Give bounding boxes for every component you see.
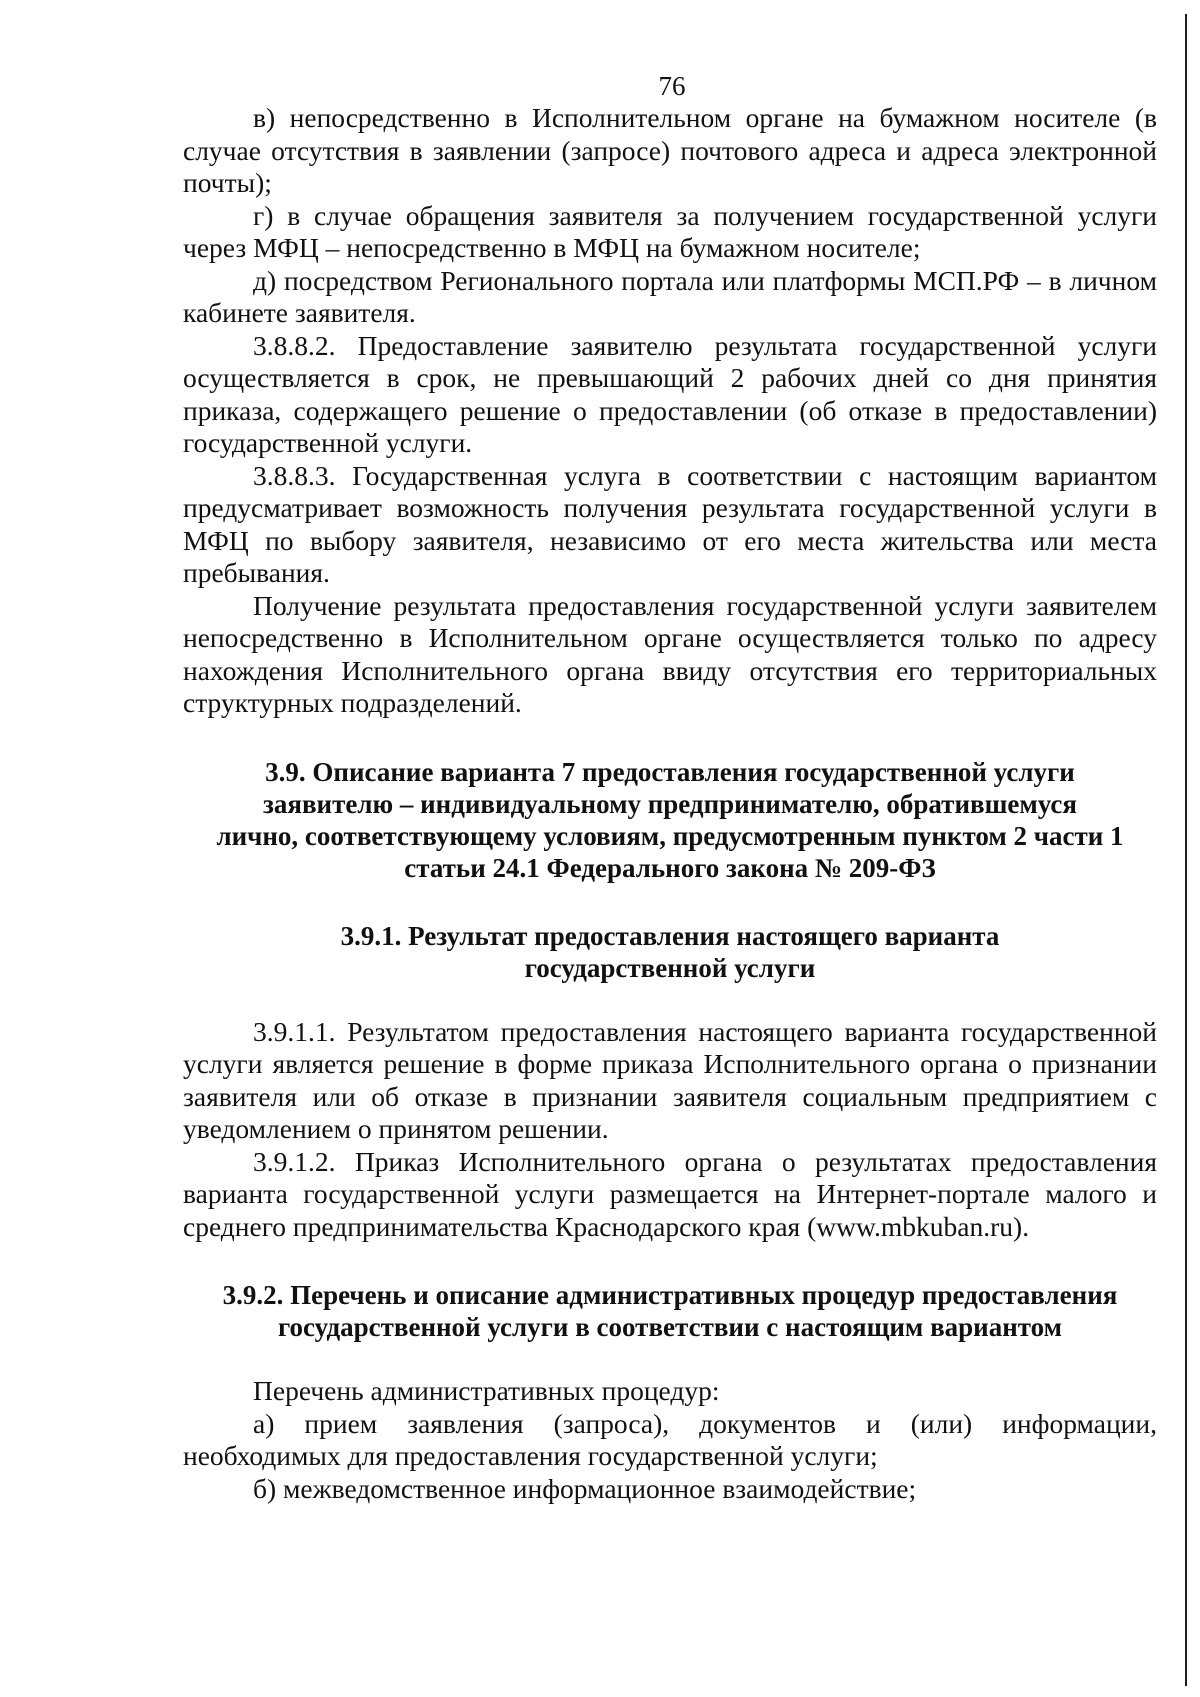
- section-heading-line: лично, соответствующему условиям, предусмотренным пунктом 2 части 1: [216, 820, 1124, 851]
- paragraph-3-9-1-2: 3.9.1.2. Приказ Исполнительного органа о результатах предоставления варианта государственной услуги размещается на Интернет-портале малого и среднего предпринимательства Краснодарского края (www.mbkuban.ru).: [183, 1145, 1157, 1242]
- paragraph-procedures-list: Перечень административных процедур:: [253, 1375, 720, 1406]
- subsection-heading-3-9-2: [183, 1279, 1157, 1343]
- section-heading-3-9: [183, 756, 1157, 884]
- paragraph-d: д) посредством Регионального портала или платформы МСП.РФ – в личном кабинете заявителя.: [183, 264, 1157, 328]
- subsection-heading-line: 3.9.1. Результат предоставления настоящего варианта: [340, 920, 1000, 951]
- paragraph-g: г) в случае обращения заявителя за получением государственной услуги через МФЦ – непосредственно в МФЦ на бумажном носителе;: [183, 199, 1157, 263]
- paragraph-3-8-8-2: 3.8.8.2. Предоставление заявителю результата государственной услуги осуществляется в срок, не превышающий 2 рабочих дней со дня принятия приказа, содержащего решение о предоставлении (об отказе в предоставлении) государственной услуги.: [183, 329, 1157, 458]
- paragraph-3-8-8-3: 3.8.8.3. Государственная услуга в соответствии с настоящим вариантом предусматривает возможность получения результата государственной услуги в МФЦ по выбору заявителя, независимо от его места жительства или места пребывания.: [183, 459, 1157, 588]
- page-number: 76: [658, 71, 686, 101]
- paragraph-procedure-b: б) межведомственное информационное взаимодействие;: [253, 1472, 917, 1504]
- paragraph-v: в) непосредственно в Исполнительном органе на бумажном носителе (в случае отсутствия в заявлении (запросе) почтового адреса и адреса электронной почты);: [183, 102, 1157, 198]
- subsection-heading-line: государственной услуги в соответствии с настоящим вариантом: [277, 1312, 1063, 1342]
- page-edge-line: [1185, 14, 1187, 1686]
- section-heading-line: заявителю – индивидуальному предпринимателю, обратившемуся: [262, 788, 1078, 819]
- subsection-heading-line: 3.9.2. Перечень и описание административных процедур предоставления: [222, 1280, 1118, 1310]
- section-heading-line: 3.9. Описание варианта 7 предоставления государственной услуги: [265, 756, 1075, 787]
- paragraph-result-receipt: Получение результата предоставления государственной услуги заявителем непосредственно в Исполнительном органе осуществляется только по адресу нахождения Исполнительного органа ввиду отсутствия его территориальных структурных подразделений.: [183, 589, 1157, 718]
- document-body: [183, 102, 1157, 1505]
- paragraph-3-9-1-1: 3.9.1.1. Результатом предоставления настоящего варианта государственной услуги является решение в форме приказа Исполнительного органа о признании заявителя или об отказе в признании заявителя социальным предприятием с уведомлением о принятом решении.: [183, 1015, 1157, 1144]
- subsection-heading-3-9-1: [183, 920, 1157, 984]
- paragraph-procedure-a: а) прием заявления (запроса), документов и (или) информации, необходимых для предоставления государственной услуги;: [183, 1407, 1157, 1471]
- section-heading-line: статьи 24.1 Федерального закона № 209-ФЗ: [404, 852, 936, 883]
- subsection-heading-line: государственной услуги: [524, 952, 816, 983]
